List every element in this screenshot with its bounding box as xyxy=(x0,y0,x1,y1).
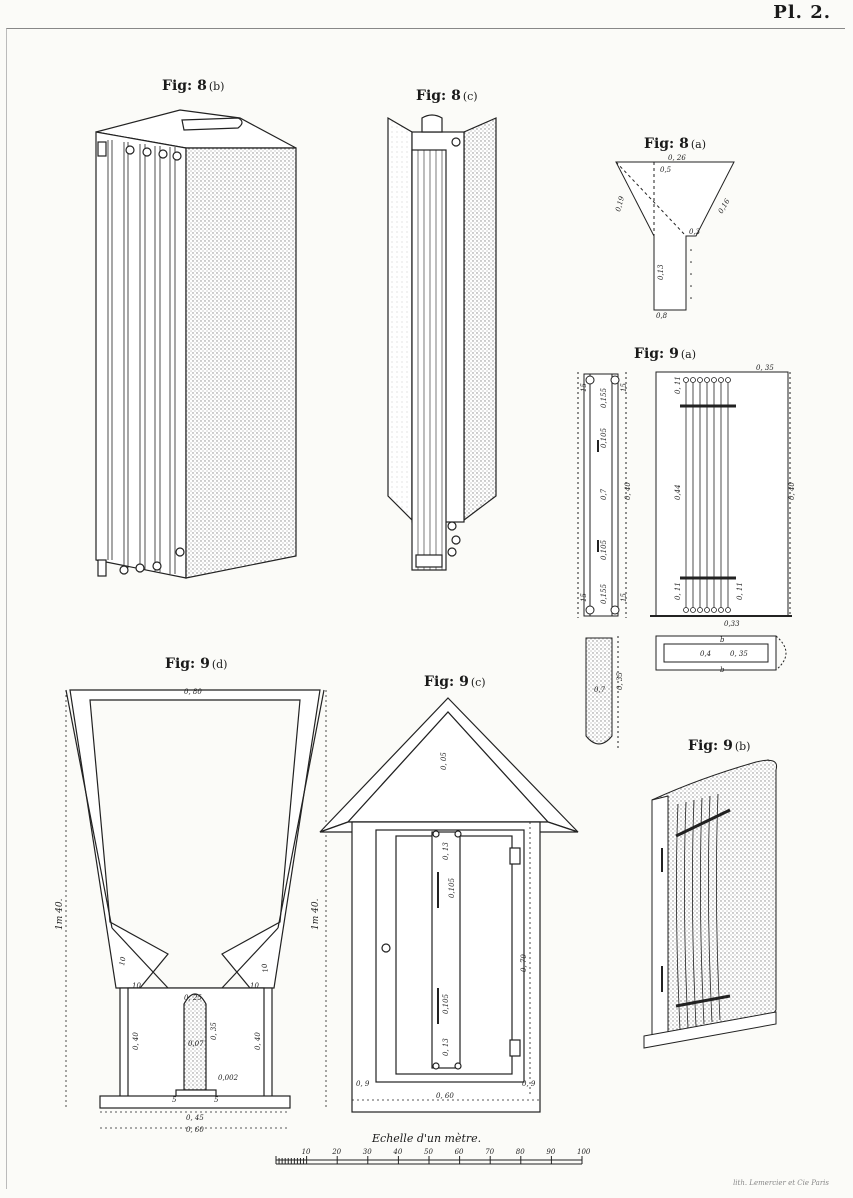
svg-text:0,33: 0,33 xyxy=(724,620,740,628)
fig8a-dim-ledge: 0,3 xyxy=(689,228,701,236)
svg-text:0, 70: 0, 70 xyxy=(520,954,528,972)
svg-text:0, 9: 0, 9 xyxy=(522,1080,536,1088)
svg-text:0,105: 0,105 xyxy=(600,427,608,448)
fig8a-dim-right: 0,16 xyxy=(716,197,732,215)
svg-text:0,4: 0,4 xyxy=(700,650,712,658)
svg-text:0,155: 0,155 xyxy=(600,387,608,408)
fig8b-title: Fig: 8 (b) xyxy=(162,78,225,94)
svg-text:15: 15 xyxy=(580,593,588,602)
svg-text:0, 40: 0, 40 xyxy=(624,482,632,500)
fig9b-drawing xyxy=(644,760,777,1048)
svg-text:0, 45: 0, 45 xyxy=(186,1114,204,1122)
fig8a-dim-left: 0,19 xyxy=(614,195,626,213)
fig8a-dim-inner: 0,5 xyxy=(660,166,672,174)
svg-text:0, 13: 0, 13 xyxy=(442,1038,450,1056)
svg-text:0, 25: 0, 25 xyxy=(184,994,202,1002)
svg-text:0, 11: 0, 11 xyxy=(674,582,682,600)
scale-tick-label: 30 xyxy=(362,1148,372,1156)
fig9b-title: Fig: 9 (b) xyxy=(688,738,751,754)
svg-text:0,105: 0,105 xyxy=(448,877,456,898)
svg-text:0,105: 0,105 xyxy=(600,539,608,560)
svg-text:5: 5 xyxy=(214,1096,219,1104)
svg-text:0, 35: 0, 35 xyxy=(210,1022,218,1040)
fig9a-title: Fig: 9 (a) xyxy=(634,346,696,362)
scale-tick-label: 70 xyxy=(485,1148,495,1156)
fig9a-front-drawing xyxy=(650,372,792,616)
fig8b-front xyxy=(96,132,186,578)
svg-text:0,44: 0,44 xyxy=(674,484,682,500)
scale-tick-label: 60 xyxy=(454,1148,464,1156)
fig8a-drawing xyxy=(616,162,734,310)
fig9d-title: Fig: 9 (d) xyxy=(165,656,228,672)
svg-text:0, 11: 0, 11 xyxy=(674,376,682,394)
fig8b-drawing xyxy=(96,110,296,578)
scale-tick-label: 20 xyxy=(332,1148,342,1156)
svg-text:0, 60: 0, 60 xyxy=(186,1126,204,1134)
svg-text:0, 35: 0, 35 xyxy=(730,650,748,658)
svg-text:0, 11: 0, 11 xyxy=(736,582,744,600)
scale-tick-label: 80 xyxy=(515,1148,525,1156)
scale-tick-label: 40 xyxy=(393,1148,403,1156)
scale-tick-label: 90 xyxy=(546,1148,556,1156)
svg-text:0, 13: 0, 13 xyxy=(442,842,450,860)
svg-text:0,002: 0,002 xyxy=(218,1074,239,1082)
svg-text:10: 10 xyxy=(260,962,270,974)
svg-text:0, 80: 0, 80 xyxy=(184,688,202,696)
svg-text:0,105: 0,105 xyxy=(442,993,450,1014)
svg-text:15: 15 xyxy=(620,593,628,602)
scale-tick-label: 50 xyxy=(424,1148,433,1156)
svg-text:b: b xyxy=(720,666,725,674)
fig8b-handle xyxy=(182,118,242,130)
scale-bar xyxy=(276,1156,582,1164)
svg-text:1m 40.: 1m 40. xyxy=(311,898,321,930)
svg-text:0,07: 0,07 xyxy=(188,1040,204,1048)
svg-text:15: 15 xyxy=(580,383,588,392)
svg-text:0, 05: 0, 05 xyxy=(440,752,448,770)
svg-text:0, 9: 0, 9 xyxy=(356,1080,370,1088)
imprint: lith. Lemercier et Cie Paris xyxy=(733,1179,829,1187)
svg-text:0,7: 0,7 xyxy=(594,686,606,694)
svg-text:0, 35: 0, 35 xyxy=(756,364,774,372)
scale-caption: Echelle d'un mètre. xyxy=(372,1132,482,1145)
svg-text:0, 35: 0, 35 xyxy=(616,672,624,690)
scale-tick-label: 100 xyxy=(577,1148,591,1156)
svg-text:0,155: 0,155 xyxy=(600,583,608,604)
svg-text:0,7: 0,7 xyxy=(600,488,608,500)
svg-text:0, 40: 0, 40 xyxy=(254,1032,262,1050)
fig8a-dim-bottom: 0,8 xyxy=(656,312,668,320)
svg-text:1m 40.: 1m 40. xyxy=(55,898,65,930)
svg-text:0, 40: 0, 40 xyxy=(132,1032,140,1050)
svg-text:0, 40: 0, 40 xyxy=(788,482,796,500)
fig9d-drawing xyxy=(66,690,326,1128)
svg-text:15: 15 xyxy=(620,383,628,392)
svg-text:b: b xyxy=(720,636,725,644)
svg-text:10: 10 xyxy=(118,956,128,967)
scale-tick-label: 10 xyxy=(301,1148,311,1156)
svg-text:10: 10 xyxy=(250,982,259,990)
svg-text:0, 60: 0, 60 xyxy=(436,1092,454,1100)
fig8b-side xyxy=(186,148,296,578)
fig8a-title: Fig: 8 (a) xyxy=(644,136,706,152)
scale-tick-labels xyxy=(302,1148,591,1156)
plate-number: Pl. 2. xyxy=(773,2,831,23)
fig8c-drawing xyxy=(388,115,496,570)
fig9c-title: Fig: 9 (c) xyxy=(424,674,486,690)
fig8a-dim-stem: 0,13 xyxy=(657,264,665,280)
svg-text:10: 10 xyxy=(132,982,141,990)
fig8a-dim-top: 0, 26 xyxy=(668,154,686,162)
svg-text:5: 5 xyxy=(172,1096,177,1104)
fig8c-title: Fig: 8 (c) xyxy=(416,88,478,104)
